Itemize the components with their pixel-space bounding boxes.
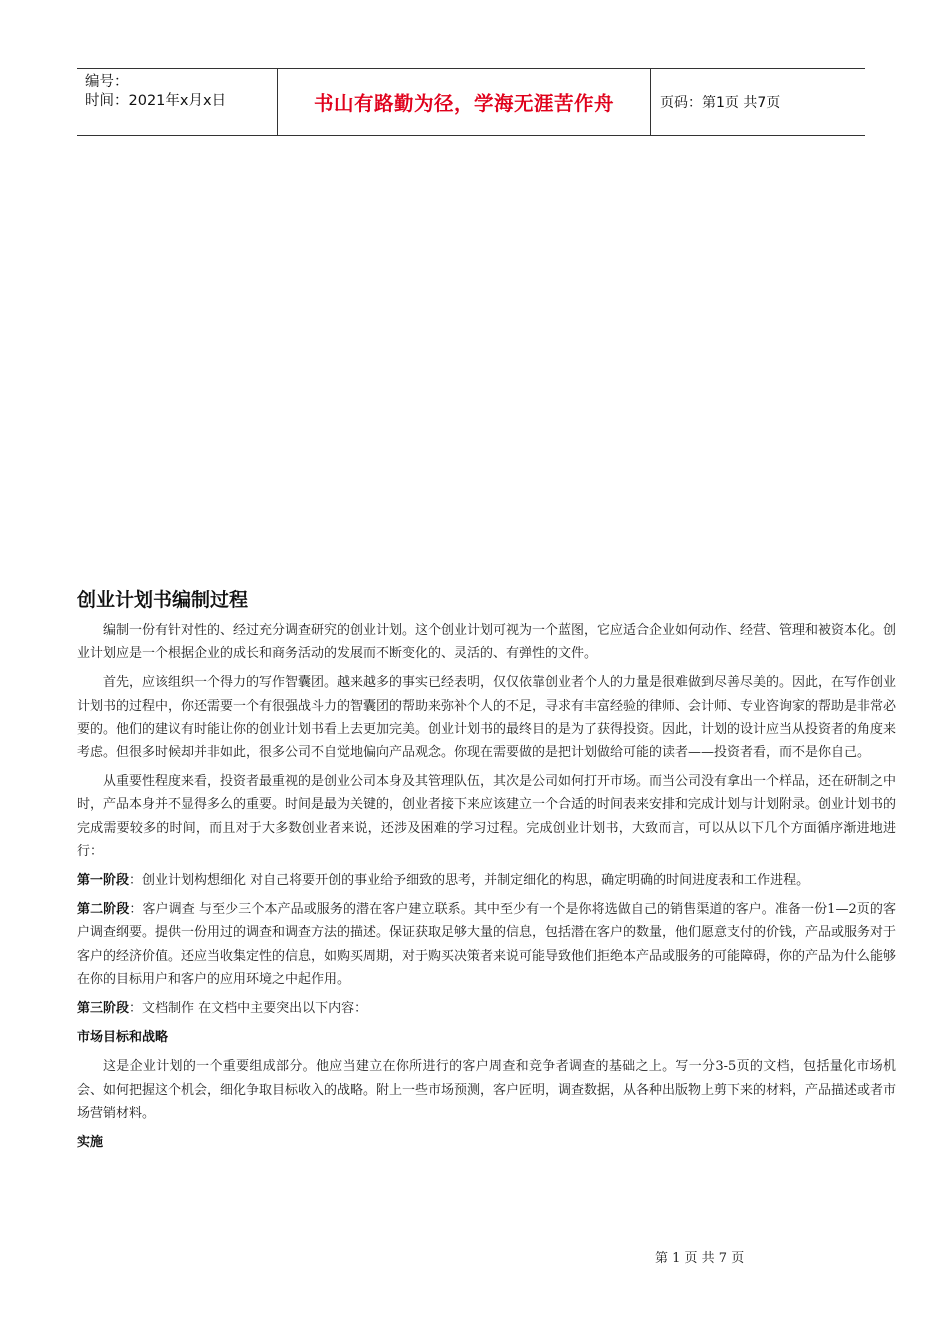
paragraph-importance: 从重要性程度来看，投资者最重视的是创业公司本身及其管理队伍，其次是公司如何打开市场。而当公司没有拿出一个样品，还在研制之中时，产品本身并不显得多么的重要。时间是最为关键的，创业者接下来应该建立一个合适的时间表来安排和完成计划与计划附录。创业计划书的完成需要较多的时间，而且对于大多数创业者来说，还涉及困难的学习过程。完成创业计划书，大致而言，可以从以下几个方面循序渐进地进行：	[77, 774, 897, 859]
document-title: 创业计划书编制过程	[77, 589, 249, 611]
number-label: 编号：	[85, 74, 129, 90]
header-meta-cell	[77, 69, 278, 135]
page-code-text: 页码：第1页 共7页	[660, 95, 781, 111]
paragraph-intro: 编制一份有针对性的、经过充分调查研究的创业计划。这个创业计划可视为一个蓝图，它应适合企业如何动作、经营、管理和被资本化。创业计划应是一个根据企业的成长和商务活动的发展而不断变化的、灵活的、有弹性的文件。	[77, 623, 897, 662]
implementation-heading: 实施	[77, 1135, 104, 1151]
stage-two-label: 第二阶段	[77, 902, 130, 918]
stage-one-label: 第一阶段	[77, 873, 130, 889]
stage-three-text: ：文档制作 在文档中主要突出以下内容：	[129, 1001, 368, 1017]
motto-text: 书山有路勤为径，学海无涯苦作舟	[313, 92, 614, 115]
market-section-paragraph: 这是企业计划的一个重要组成部分。他应当建立在你所进行的客户周查和竞争者调查的基础之上。写一分3-5页的文档，包括量化市场机会、如何把握这个机会，细化争取目标收入的战略。附上一些市场预测，客户匠明，调查数据，从各种出版物上剪下来的材料，产品描述或者市场营销材料。	[77, 1059, 897, 1121]
motto-cell	[278, 69, 651, 135]
stage-three	[77, 997, 896, 1020]
stage-three-label: 第三阶段	[77, 1001, 130, 1017]
header-table	[77, 68, 865, 136]
market-section-heading: 市场目标和战略	[77, 1030, 169, 1046]
stage-one	[77, 869, 896, 892]
stage-two	[77, 898, 896, 991]
page-code-cell	[651, 69, 865, 135]
document-body	[77, 586, 896, 1160]
page-footer: 第 1 页 共 7 页	[655, 1251, 745, 1266]
time-label: 时间：2021年x月x日	[85, 93, 227, 109]
stage-one-text: ：创业计划构想细化 对自己将要开创的事业给予细致的思考，并制定细化的构思，确定明确的时间进度表和工作进程。	[129, 873, 810, 889]
paragraph-think-tank: 首先，应该组织一个得力的写作智囊团。越来越多的事实已经表明，仅仅依靠创业者个人的力量是很难做到尽善尽美的。因此，在写作创业计划书的过程中，你还需要一个有很强战斗力的智囊团的帮助来弥补个人的不足，寻求有丰富经验的律师、会计师、专业咨询家的帮助是非常必要的。他们的建议有时能让你的创业计划书看上去更加完美。创业计划书的最终目的是为了获得投资。因此，计划的设计应当从投资者的角度来考虑。但很多时候却并非如此，很多公司不自觉地偏向产品观念。你现在需要做的是把计划做给可能的读者——投资者看，而不是你自己。	[77, 675, 897, 761]
stage-two-text: ：客户调查 与至少三个本产品或服务的潜在客户建立联系。其中至少有一个是你将选做自己的销售渠道的客户。准备一份1—2页的客户调查纲要。提供一份用过的调查和调查方法的描述。保证获取足够大量的信息，包括潜在客户的数量，他们愿意支付的价钱，产品或服务对于客户的经济价值。还应当收集定性的信息，如购买周期，对于购买决策者来说可能导致他们拒绝本产品或服务的可能障碍，你的产品为什么能够在你的目标用户和客户的应用环境之中起作用。	[77, 902, 897, 987]
